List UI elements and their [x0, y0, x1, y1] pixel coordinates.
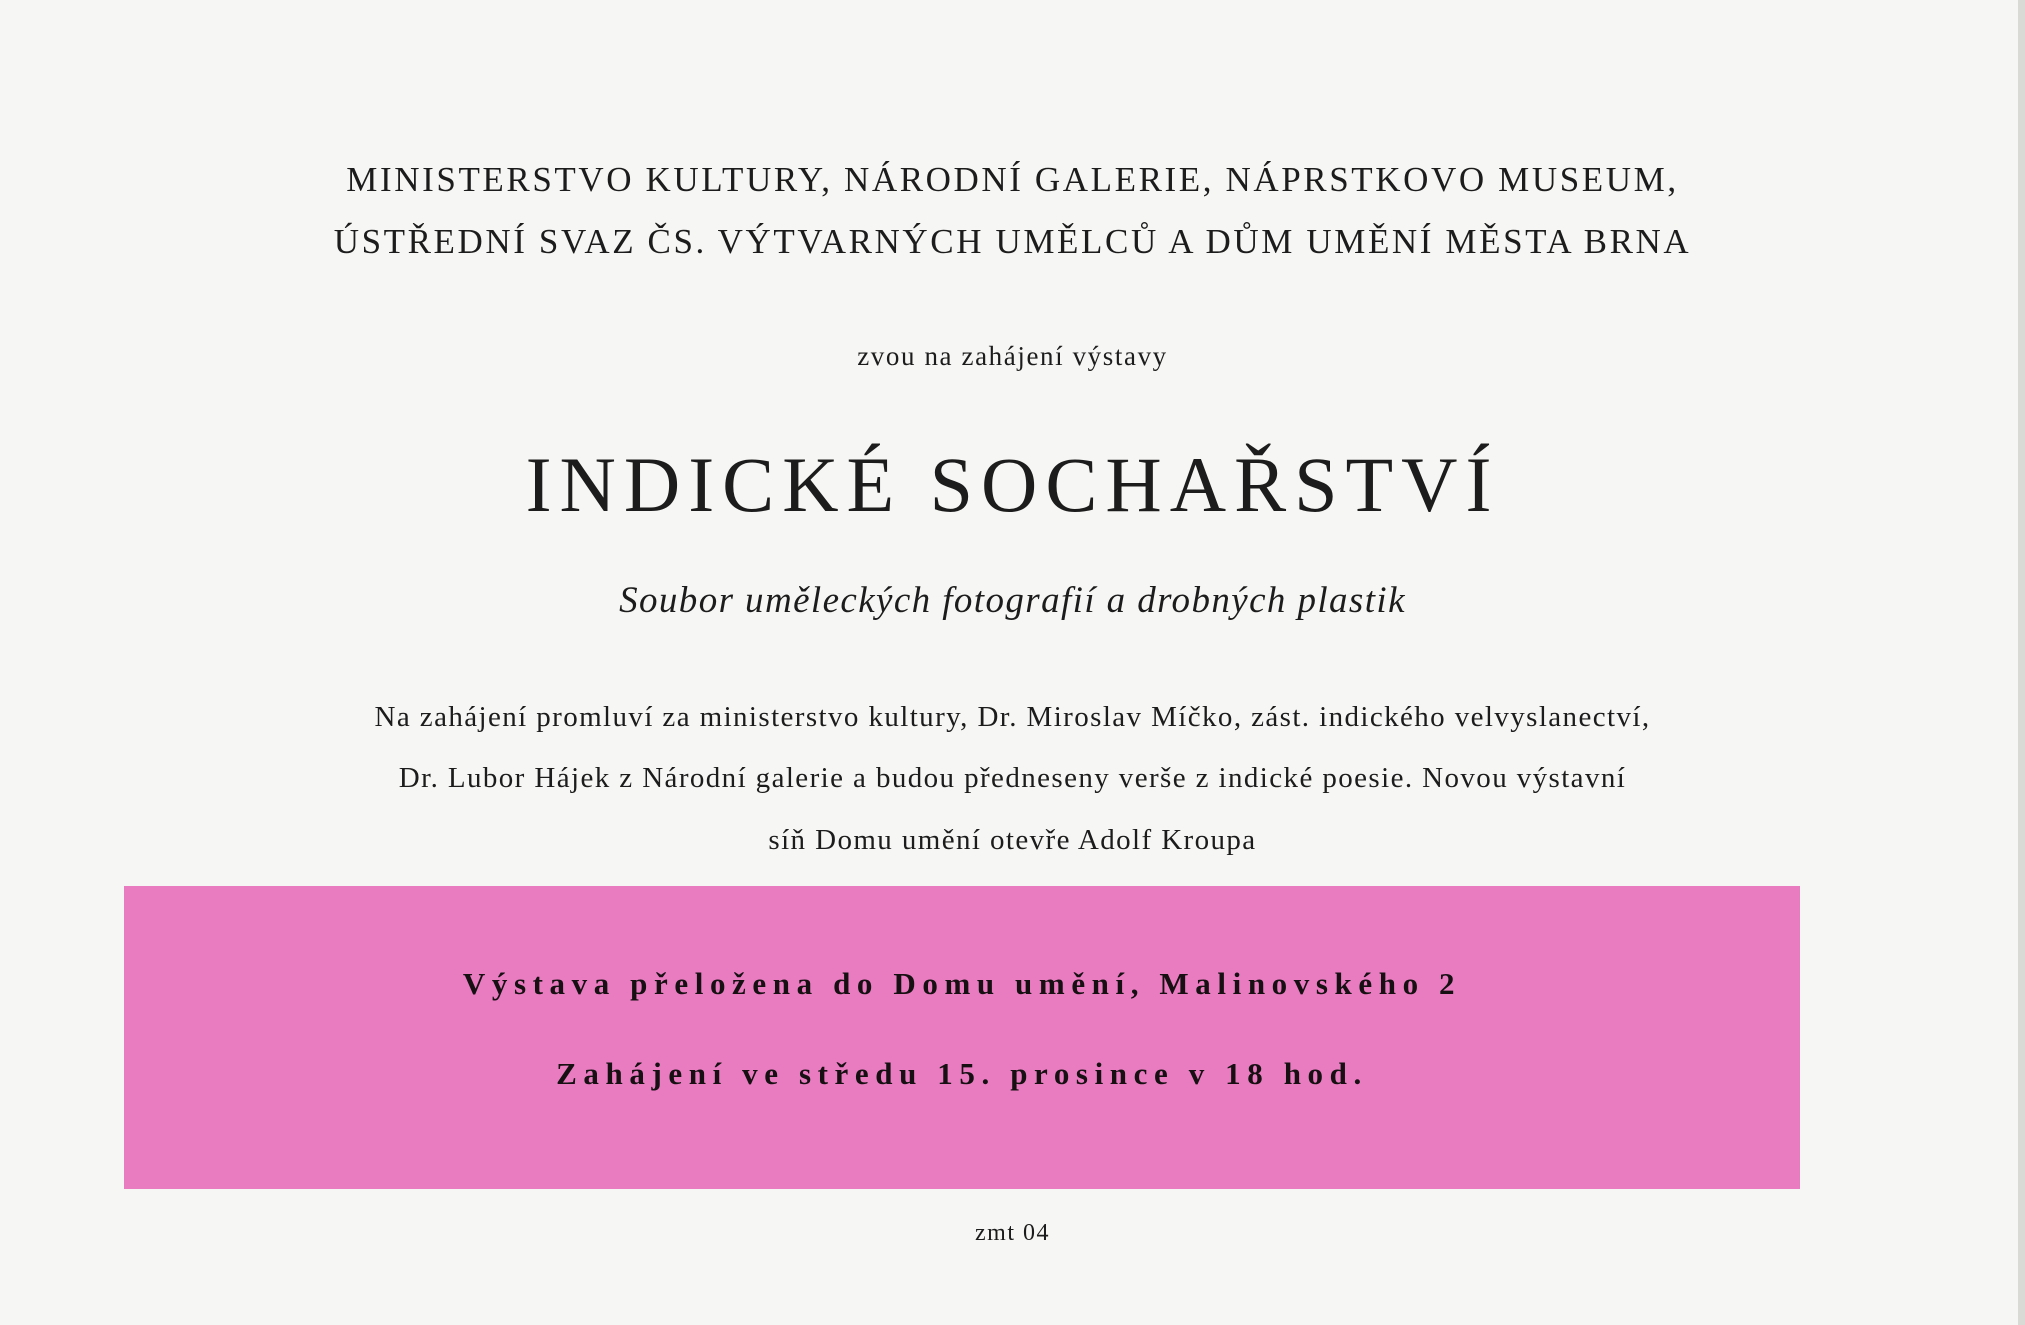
print-code: zmt 04	[975, 1220, 1050, 1246]
relocation-notice	[124, 886, 1800, 1189]
exhibition-title: INDICKÉ SOCHAŘSTVÍ	[525, 441, 1500, 528]
organizers-line-1: MINISTERSTVO KULTURY, NÁRODNÍ GALERIE, NÁPRSTKOVO MUSEUM,	[346, 160, 1679, 199]
speakers-line-2: Dr. Lubor Hájek z Národní galerie a budou předneseny verše z indické poesie. Novou výstavní	[398, 762, 1627, 794]
speakers-line-3: síň Domu umění otevře Adolf Kroupa	[768, 824, 1257, 856]
exhibition-subtitle: Soubor uměleckých fotografií a drobných plastik	[619, 580, 1406, 621]
notice-opening-line: Zahájení ve středu 15. prosince v 18 hod.	[556, 1056, 1368, 1091]
organizers-line-2: ÚSTŘEDNÍ SVAZ ČS. VÝTVARNÝCH UMĚLCŮ A DŮM UMĚNÍ MĚSTA BRNA	[333, 222, 1692, 261]
invitation-text: zvou na zahájení výstavy	[857, 341, 1168, 371]
speakers-line-1: Na zahájení promluví za ministerstvo kultury, Dr. Miroslav Míčko, zást. indického velvyslanectví,	[374, 701, 1651, 733]
notice-venue-line: Výstava přeložena do Domu umění, Malinovského 2	[462, 966, 1462, 1001]
